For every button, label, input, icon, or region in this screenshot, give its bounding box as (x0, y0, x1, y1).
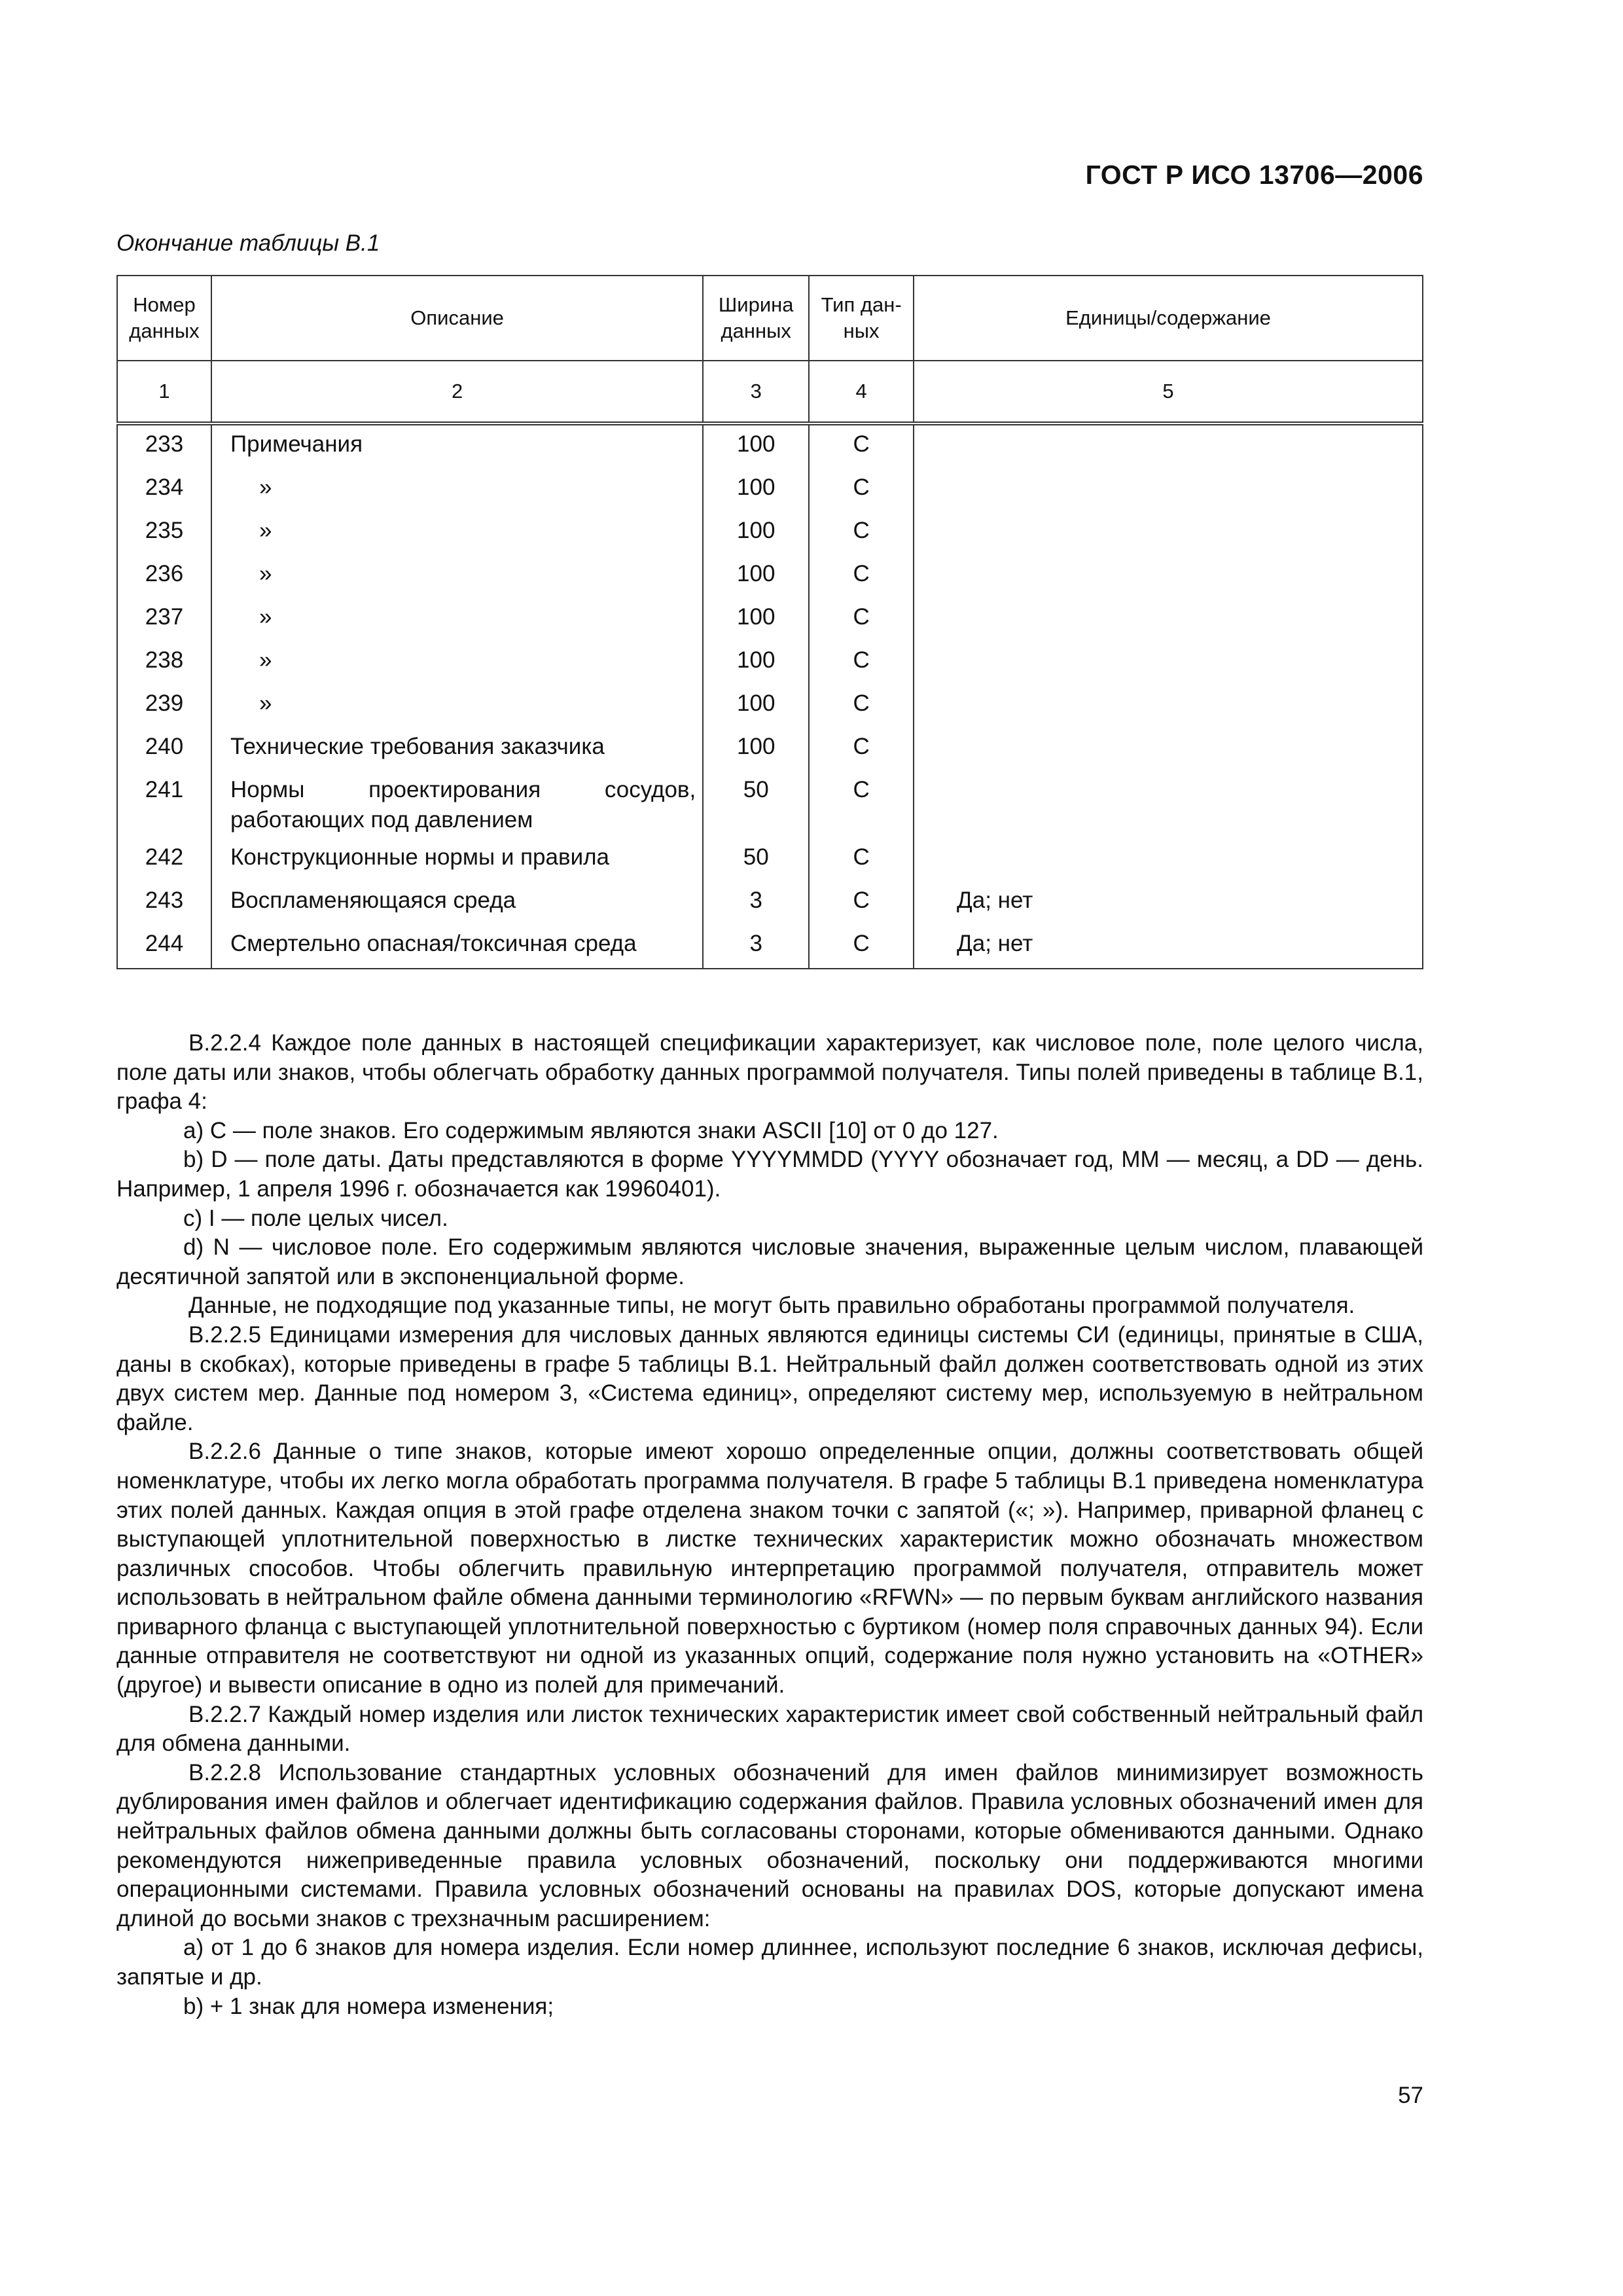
cell-type: C (809, 728, 914, 771)
cell-description: Воспламеняющаяся среда (211, 882, 703, 925)
table-row (117, 469, 1423, 512)
cell-number: 243 (117, 882, 211, 925)
cell-type: C (809, 512, 914, 555)
table-row (117, 423, 1423, 469)
cell-description: Нормы проектирования сосудов, работающих под давлением (211, 771, 703, 838)
cell-width: 50 (703, 838, 809, 882)
cell-description (211, 555, 703, 598)
cell-width: 100 (703, 512, 809, 555)
col-number-3: 3 (703, 361, 809, 423)
cell-description: Конструкционные нормы и правила (211, 838, 703, 882)
col-header-number: Номер данных (117, 276, 211, 361)
list-item: a) C — поле знаков. Его содержимым являются знаки ASCII [10] от 0 до 127. (183, 1117, 999, 1143)
cell-type: C (809, 469, 914, 512)
table-row (117, 838, 1423, 882)
table-row (117, 512, 1423, 555)
cell-description (211, 598, 703, 641)
cell-width: 50 (703, 771, 809, 838)
col-number-4: 4 (809, 361, 914, 423)
body-text (116, 1029, 1423, 2021)
cell-units (914, 771, 1423, 838)
cell-units (914, 728, 1423, 771)
table-row (117, 771, 1423, 838)
list-item: a) от 1 до 6 знаков для номера изделия. Если номер длиннее, используют последние 6 знаков, исключая дефисы, запятые и др. (116, 1935, 1423, 1990)
cell-width: 3 (703, 925, 809, 969)
cell-units (914, 512, 1423, 555)
cell-width: 100 (703, 598, 809, 641)
paragraph-b227: В.2.2.7 Каждый номер изделия или листок технических характеристик имеет свой собственный нейтральный файл для обмена данными. (116, 1701, 1423, 1757)
paragraph-b226: В.2.2.6 Данные о типе знаков, которые имеют хорошо определенные опции, должны соответствовать общей номенклатуре, чтобы их легко могла обработать программа получателя. В графе 5 таблицы В.1 приведена номенклатура этих полей данных. Каждая опция в этой графе отделена знаком точки с запятой («; »). Например, приварной фланец с выступающей уплотнительной поверхностью в листке технических характеристик можно обозначать множеством различных способов. Чтобы облегчить правильную интерпретацию программой получателя, отправитель может использовать в нейтральном файле обмена данными терминологию «RFWN» — по первым буквам английского названия приварного фланца с выступающей уплотнительной поверхностью с буртиком (номер поля справочных данных 94). Если данные отправителя не соответствуют ни одной из указанных опций, содержание поля нужно установить на «OTHER» (другое) и вывести описание в одно из полей для примечаний. (116, 1439, 1423, 1698)
ditto-mark: » (259, 475, 272, 500)
cell-units (914, 685, 1423, 728)
data-table (116, 275, 1423, 969)
table-row (117, 555, 1423, 598)
table-row (117, 598, 1423, 641)
cell-width: 100 (703, 555, 809, 598)
cell-description: Примечания (211, 423, 703, 469)
paragraph-b228: В.2.2.8 Использование стандартных условных обозначений для имен файлов минимизирует возможность дублирования имен файлов и облегчает идентификацию содержания файлов. Правила условных обозначений имен для нейтральных файлов обмена данными должны быть согласованы сторонами, которые обмениваются данными. Однако рекомендуются нижеприведенные правила условных обозначений, поскольку они поддерживаются многими операционными системами. Правила условных обозначений основаны на правилах DOS, которые допускают имена длиной до восьми знаков с трехзначным расширением: (116, 1759, 1423, 1931)
cell-type: C (809, 771, 914, 838)
ditto-mark: » (259, 561, 272, 586)
page-number: 57 (1398, 2083, 1423, 2108)
list-item: c) I — поле целых чисел. (183, 1205, 448, 1231)
cell-type: C (809, 598, 914, 641)
cell-units (914, 838, 1423, 882)
cell-type: C (809, 838, 914, 882)
cell-number: 235 (117, 512, 211, 555)
cell-type: C (809, 925, 914, 969)
cell-number: 241 (117, 771, 211, 838)
table-row (117, 728, 1423, 771)
cell-number: 238 (117, 641, 211, 685)
cell-type: C (809, 882, 914, 925)
cell-width: 100 (703, 423, 809, 469)
cell-units (914, 555, 1423, 598)
ditto-mark: » (259, 604, 272, 630)
document-code: ГОСТ Р ИСО 13706—2006 (1085, 160, 1423, 190)
cell-units (914, 423, 1423, 469)
list-item: b) D — поле даты. Даты представляются в форме YYYYMMDD (YYYY обозначает год, MM — месяц, а DD — день. Например, 1 апреля 1996 г. обозначается как 19960401). (116, 1147, 1423, 1202)
cell-description (211, 512, 703, 555)
cell-number: 234 (117, 469, 211, 512)
paragraph-b224: В.2.2.4 Каждое поле данных в настоящей спецификации характеризует, как числовое поле, поле целого числа, поле даты или знаков, чтобы облегчать обработку данных программой получателя. Типы полей приведены в таблице В.1, графа 4: (116, 1030, 1423, 1115)
cell-number: 242 (117, 838, 211, 882)
cell-units: Да; нет (914, 925, 1423, 969)
col-header-width: Ширина данных (703, 276, 809, 361)
cell-number: 244 (117, 925, 211, 969)
cell-description (211, 469, 703, 512)
cell-number: 239 (117, 685, 211, 728)
cell-units (914, 469, 1423, 512)
col-number-5: 5 (914, 361, 1423, 423)
list-item: b) + 1 знак для номера изменения; (183, 1993, 554, 2019)
cell-width: 100 (703, 685, 809, 728)
list-item: d) N — числовое поле. Его содержимым являются числовые значения, выраженные целым числом, плавающей десятичной запятой или в экспоненциальной форме. (116, 1234, 1423, 1289)
paragraph-note: Данные, не подходящие под указанные типы, не могут быть правильно обработаны программой получателя. (188, 1293, 1355, 1319)
cell-width: 100 (703, 469, 809, 512)
cell-units: Да; нет (914, 882, 1423, 925)
cell-type: C (809, 555, 914, 598)
col-number-1: 1 (117, 361, 211, 423)
cell-description: Смертельно опасная/токсичная среда (211, 925, 703, 969)
cell-units (914, 598, 1423, 641)
cell-description (211, 641, 703, 685)
ditto-mark: » (259, 647, 272, 673)
cell-number: 236 (117, 555, 211, 598)
cell-description: Технические требования заказчика (211, 728, 703, 771)
table-row (117, 685, 1423, 728)
cell-units (914, 641, 1423, 685)
ditto-mark: » (259, 518, 272, 543)
cell-number: 240 (117, 728, 211, 771)
ditto-mark: » (259, 691, 272, 716)
cell-width: 100 (703, 728, 809, 771)
cell-type: C (809, 423, 914, 469)
table-row (117, 925, 1423, 969)
table-row (117, 882, 1423, 925)
cell-width: 3 (703, 882, 809, 925)
cell-width: 100 (703, 641, 809, 685)
cell-type: C (809, 685, 914, 728)
cell-type: C (809, 641, 914, 685)
col-header-description: Описание (211, 276, 703, 361)
col-number-2: 2 (211, 361, 703, 423)
cell-number: 233 (117, 423, 211, 469)
cell-number: 237 (117, 598, 211, 641)
paragraph-b225: В.2.2.5 Единицами измерения для числовых данных являются единицы системы СИ (единицы, принятые в США, даны в скобках), которые приведены в графе 5 таблицы В.1. Нейтральный файл должен соответствовать одной из этих двух систем мер. Данные под номером 3, «Система единиц», определяют систему мер, используемую в нейтральном файле. (116, 1321, 1423, 1435)
table-row (117, 641, 1423, 685)
col-header-type: Тип дан-ных (809, 276, 914, 361)
table-caption: Окончание таблицы В.1 (116, 230, 380, 256)
col-header-units: Единицы/содержание (914, 276, 1423, 361)
cell-description (211, 685, 703, 728)
